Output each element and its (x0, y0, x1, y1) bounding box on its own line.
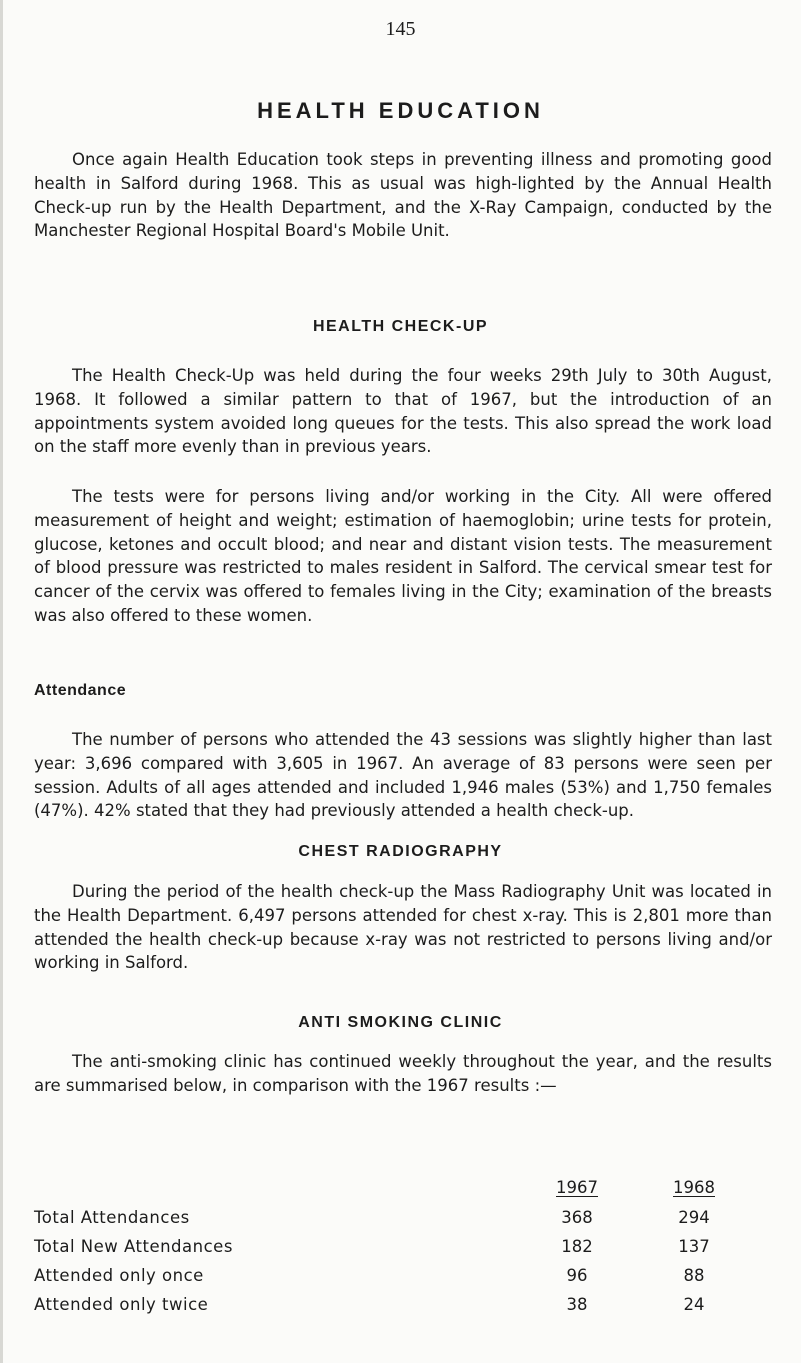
section-heading-health-check-up: HEALTH CHECK-UP (312, 318, 489, 335)
section-heading-chest-radiography: CHEST RADIOGRAPHY (298, 843, 503, 860)
page-title: HEALTH EDUCATION (257, 98, 544, 123)
value-1967: 368 (561, 1208, 593, 1227)
page-edge (0, 0, 3, 1363)
value-1968: 24 (683, 1295, 705, 1314)
row-label: Total New Attendances (34, 1237, 233, 1256)
table-row (34, 1237, 734, 1266)
attendance-paragraph: The number of persons who attended the 43 sessions was slightly higher than last year: 3,696 compared with 3,605 in 1967. An average of 83 persons were seen per session. Adults of all ages attended and included 1,946 males (53%) and 1,750 females (47%). 42% stated that they had previously attended a health check-up. (34, 730, 772, 821)
check-up-paragraph-1: The Health Check-Up was held during the four weeks 29th July to 30th August, 1968. It followed a similar pattern to that of 1967, but the introduction of an appointments system avoided long queues for the tests. This also spread the work load on the staff more evenly than in previous years. (34, 366, 772, 457)
row-label: Attended only once (34, 1266, 204, 1285)
smoking-results-table (34, 1178, 734, 1324)
row-label: Total Attendances (34, 1208, 190, 1227)
value-1968: 137 (678, 1237, 710, 1256)
column-header-1967: 1967 (556, 1178, 598, 1197)
column-header-1968: 1968 (673, 1178, 715, 1197)
value-1967: 38 (566, 1295, 588, 1314)
table-header (34, 1178, 734, 1208)
value-1968: 88 (683, 1266, 705, 1285)
check-up-paragraph-2: The tests were for persons living and/or working in the City. All were offered measurement of height and weight; estimation of haemoglobin; urine tests for protein, glucose, ketones and occult blood; and near and distant vision tests. The measurement of blood pressure was restricted to males resident in Salford. The cervical smear test for cancer of the cervix was offered to females living in the City; examination of the breasts was also offered to these women. (34, 487, 772, 625)
table-row (34, 1266, 734, 1295)
chest-paragraph: During the period of the health check-up the Mass Radiography Unit was located in the Health Department. 6,497 persons attended for chest x-ray. This is 2,801 more than attended the health check-up because x-ray was not restricted to persons living and/or working in Salford. (34, 882, 772, 973)
value-1967: 96 (566, 1266, 588, 1285)
section-heading-anti-smoking-clinic: ANTI SMOKING CLINIC (298, 1014, 503, 1031)
table-row (34, 1208, 734, 1237)
subheading-attendance: Attendance (34, 682, 127, 699)
intro-paragraph: Once again Health Education took steps in preventing illness and promoting good health in Salford during 1968. This as usual was high-lighted by the Annual Health Check-up run by the Health Department, and the X-Ray Campaign, conducted by the Manchester Regional Hospital Board's Mobile Unit. (34, 150, 772, 241)
value-1967: 182 (561, 1237, 593, 1256)
table-row (34, 1295, 734, 1324)
row-label: Attended only twice (34, 1295, 209, 1314)
value-1968: 294 (678, 1208, 710, 1227)
page-number: 145 (385, 18, 416, 40)
smoking-paragraph: The anti-smoking clinic has continued weekly throughout the year, and the results are summarised below, in comparison with the 1967 results :— (34, 1052, 772, 1095)
